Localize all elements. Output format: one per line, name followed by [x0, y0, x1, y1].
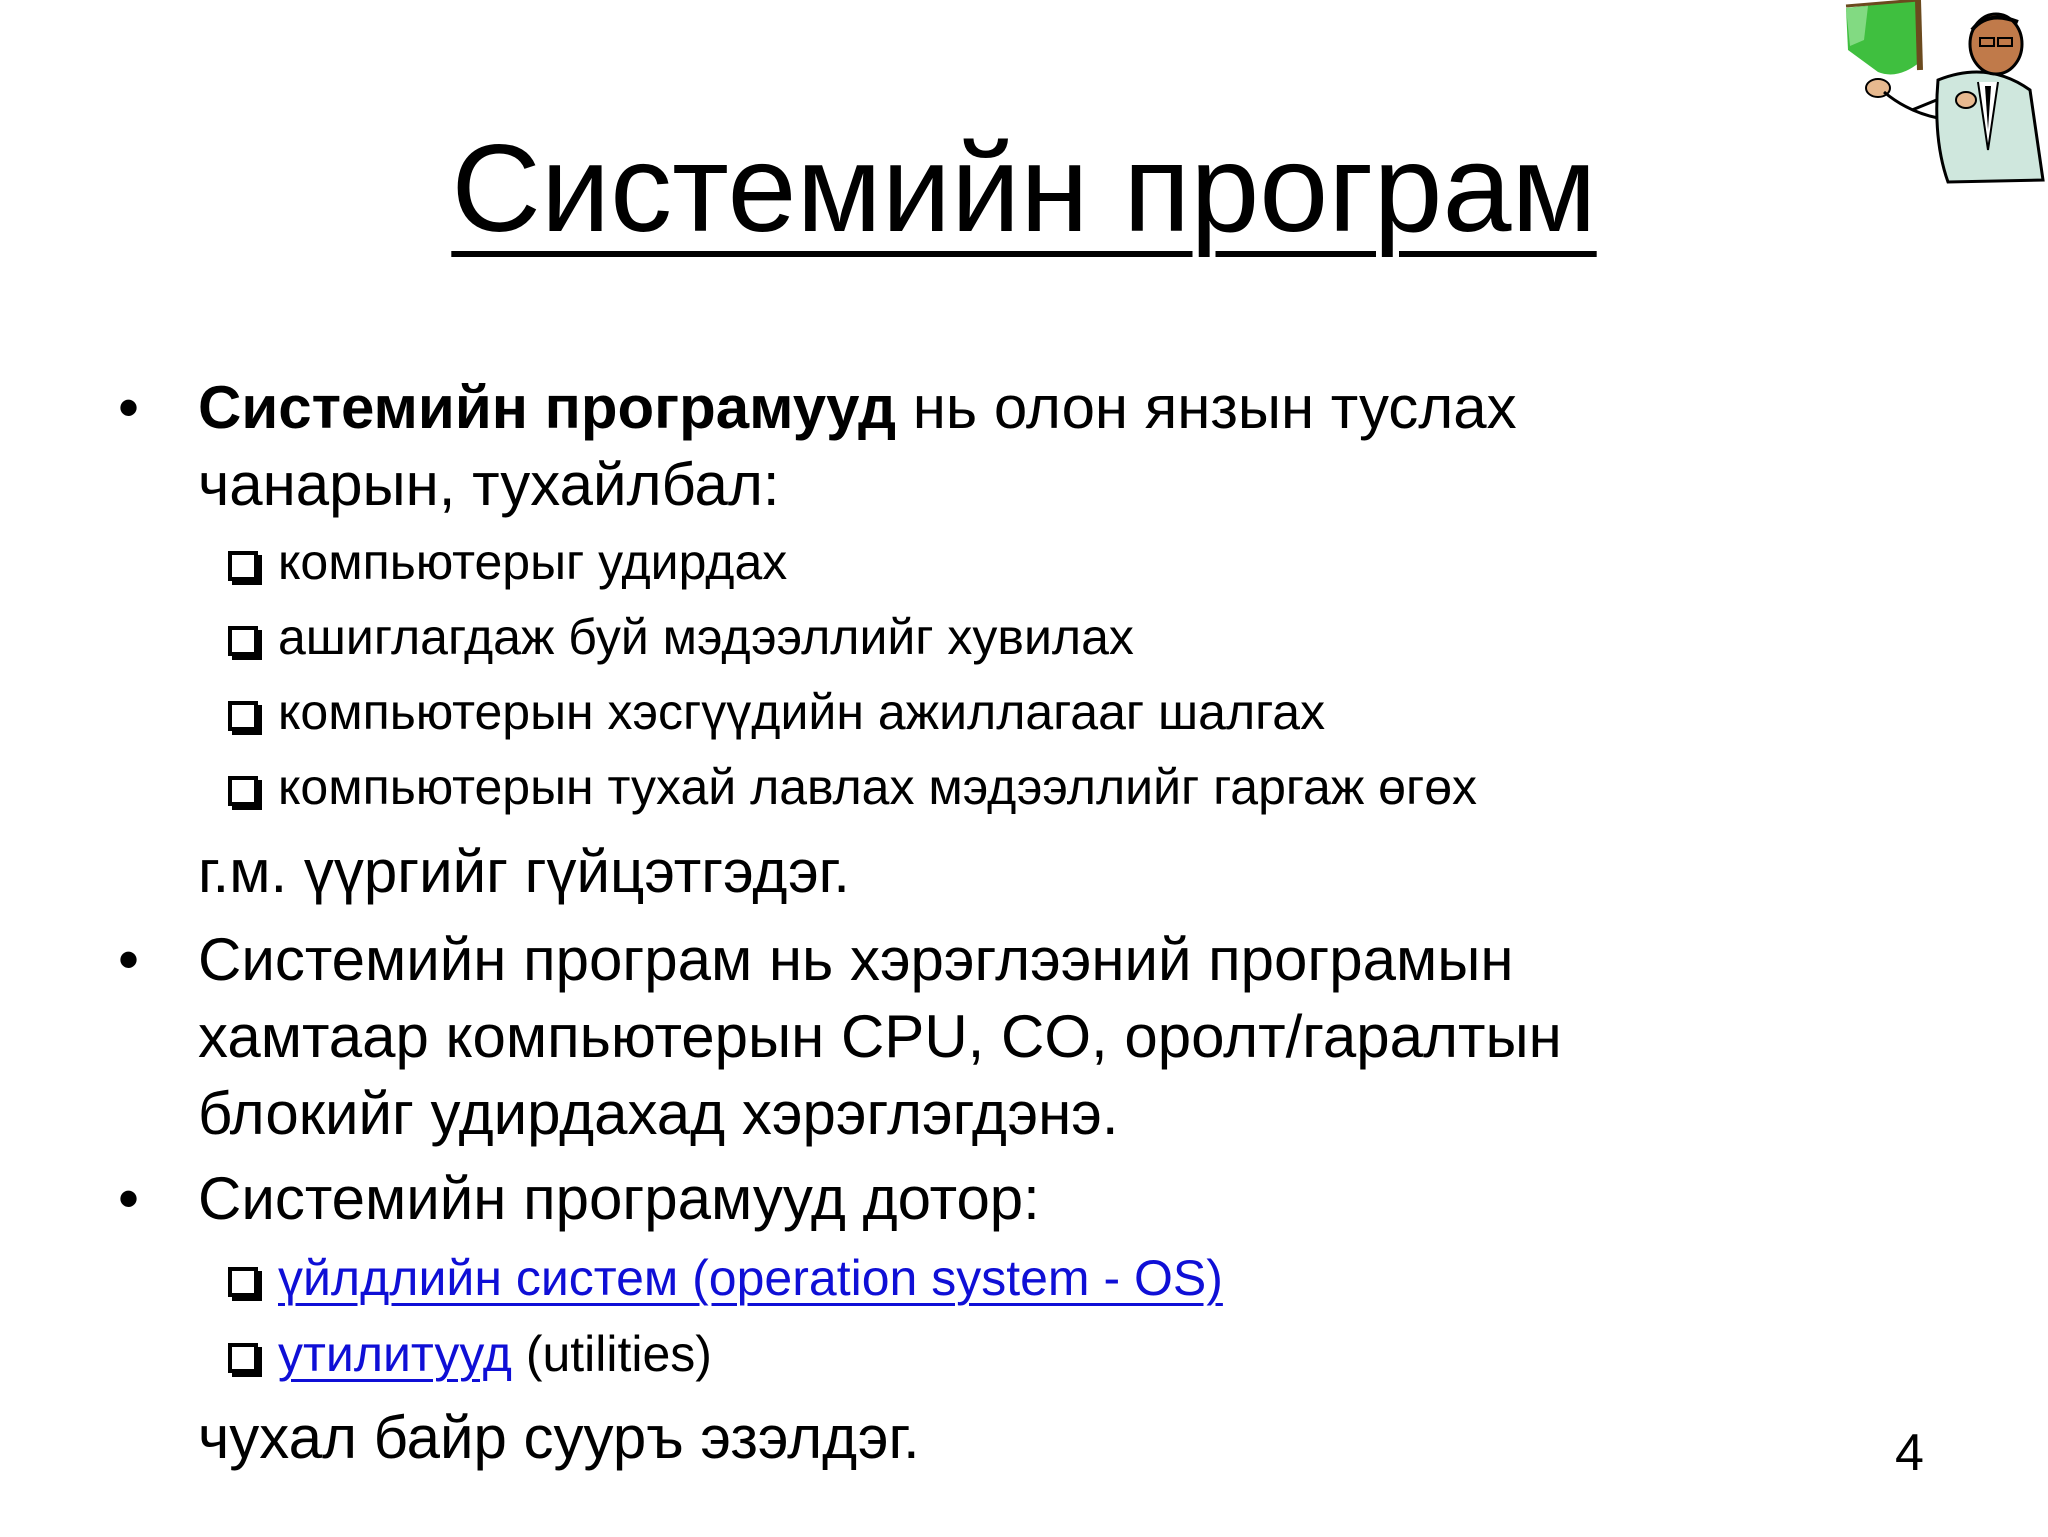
bullet1-subitem [228, 674, 1325, 750]
bullet1-line1 [198, 370, 1517, 446]
teacher-pointing-clipart [1838, 0, 2048, 190]
bullet1-subitem-text: компьютерыг удирдах [278, 534, 788, 590]
bullet-marker: • [118, 926, 140, 993]
bullet1-closing: г.м. үүргийг гүйцэтгэдэг. [198, 838, 850, 905]
checkbox-bullet-icon [228, 551, 258, 581]
bullet1-subitem [228, 524, 787, 600]
checkbox-bullet-icon [228, 776, 258, 806]
bullet3-closing: чухал байр сууръ эзэлдэг. [198, 1404, 920, 1471]
bullet-marker: • [118, 374, 140, 441]
bullet3-subitem-suffix: (utilities) [511, 1326, 712, 1382]
bullet3-subitem [228, 1240, 1223, 1316]
bullet3-line1: Системийн програмууд дотор: [198, 1165, 1040, 1232]
bullet1-subitem-text: ашиглагдаж буй мэдээллийг хувилах [278, 609, 1134, 665]
bullet3-subitem [228, 1316, 712, 1392]
bullet2-line3: блокийг удирдахад хэрэглэгдэнэ. [198, 1080, 1119, 1147]
bullet1-subitem-text: компьютерын тухай лавлах мэдээллийг гаргаж өгөх [278, 759, 1478, 815]
bullet1-line2: чанарын, тухайлбал: [198, 451, 780, 518]
bullet1-bold-text: Системийн програмууд [198, 374, 897, 441]
bullet1-subitem-text: компьютерын хэсгүүдийн ажиллагааг шалгах [278, 684, 1326, 740]
os-link[interactable]: үйлдлийн систем (operation system - OS) [278, 1250, 1223, 1306]
bullet2-line2: хамтаар компьютерын CPU, CO, оролт/гаралтын [198, 1003, 1562, 1070]
bullet1-subitem [228, 599, 1134, 675]
bullet-marker: • [118, 1165, 140, 1232]
checkbox-bullet-icon [228, 1343, 258, 1373]
bullet2-line1: Системийн програм нь хэрэглээний програмын [198, 926, 1514, 993]
utilities-link[interactable]: утилитууд [278, 1326, 512, 1382]
checkbox-bullet-icon [228, 626, 258, 656]
slide-title-text: Системийн програм [451, 120, 1597, 258]
slide-title [0, 118, 2048, 261]
checkbox-bullet-icon [228, 1267, 258, 1297]
bullet1-rest-text: нь олон янзын туслах [896, 374, 1517, 441]
page-number: 4 [1895, 1424, 1924, 1482]
checkbox-bullet-icon [228, 701, 258, 731]
bullet1-subitem [228, 749, 1477, 825]
